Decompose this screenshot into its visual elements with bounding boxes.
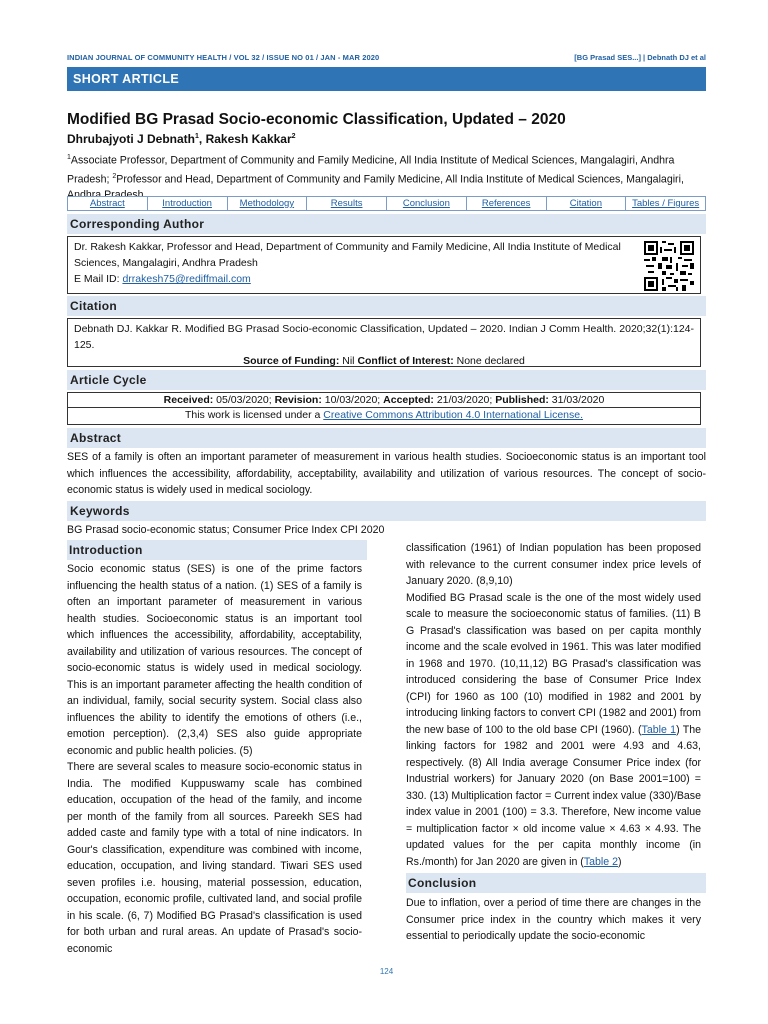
journal-header [67, 53, 706, 65]
funding-value: Nil [339, 355, 358, 367]
published-label: Published: [495, 394, 549, 406]
conclusion-heading: Conclusion [406, 873, 706, 893]
citation-heading: Citation [67, 296, 706, 316]
abstract-text: SES of a family is often an important parameter of measurement in various health studies. Socioeconomic status is an important tool which influences the accessibility, affordability, acceptability, availability and utilization of various resources. The concept of socio-economic status is widely used in medical sociology. [67, 451, 706, 496]
introduction-heading: Introduction [67, 540, 367, 560]
license-box [67, 408, 701, 425]
abstract-heading: Abstract [67, 428, 706, 448]
introduction-paragraph: There are several scales to measure socio-economic status in India. The modified Kuppuswamy scale has combined education, occupation of the head of the family, and income per month of the family from all sources. Pareekh SES had added caste and family type with a total of nine indicators. In Gour's classification, expenditure was combined with income, education, occupation, and living standard. Tiwari SES used seven profiles i.e. housing, material possession, education, occupation, economic profile, cultivated land, and social profile in his scale. (6, 7) Modified BG Prasad's classification is used for both urban and rural areas. An update of Prasad's socio-economic [67, 761, 362, 955]
nav-link-references[interactable]: References [467, 197, 547, 210]
introduction-column [67, 561, 362, 957]
author-separator: , [198, 132, 206, 146]
accepted-label: Accepted: [383, 394, 434, 406]
accepted-date: 21/03/2020; [433, 394, 496, 406]
affiliation-text: Professor and Head, Department of Community and Family Medicine, All India Institute of Medical Sciences, Mangalagiri, [116, 173, 684, 186]
introduction-paragraph: Socio economic status (SES) is one of the prime factors influencing the health status of a nation. (1) SES of a family is often an important parameter of measurement in various health studies. Socioeconomic status is an important tool which influences the accessibility, affordability, acceptability, availability and utilization of various resources. The concept of socio-economic status is widely used in medical sociology. This is an important parameter affecting the health condition of an individual, family, social security system. Social class also influences the ability to identify the emotions of others (i.e., emotion perception). (2,3,4) SES also guide appropriate economic and public health policies. (5) [67, 563, 362, 757]
author-name: Dhrubajyoti J Debnath [67, 132, 196, 146]
article-title: Modified BG Prasad Socio-economic Classification, Updated – 2020 [67, 111, 566, 128]
article-type-banner: SHORT ARTICLE [67, 67, 706, 91]
corresponding-author-text: Dr. Rakesh Kakkar, Professor and Head, Department of Community and Family Medicine, All India Institute of Medical Sciences, Mangalagiri, Andhra Pradesh [74, 241, 621, 269]
funding-line [74, 353, 694, 369]
coi-value: None declared [453, 355, 525, 367]
page-number: 124 [379, 967, 394, 976]
affiliation-sup: 2 [112, 173, 117, 181]
nav-link-introduction[interactable]: Introduction [148, 197, 228, 210]
citation-box [67, 318, 701, 367]
nav-link-methodology[interactable]: Methodology [228, 197, 308, 210]
revision-label: Revision: [274, 394, 322, 406]
body-paragraph [406, 590, 701, 871]
author-sup: 1 [195, 133, 199, 140]
table-1-link[interactable]: Table 1 [641, 723, 677, 736]
corresponding-author-box [67, 236, 701, 294]
body-text: ) [618, 855, 622, 868]
nav-link-tables-figures[interactable]: Tables / Figures [632, 198, 700, 209]
table-2-link[interactable]: Table 2 [583, 855, 618, 868]
section-nav [67, 196, 706, 211]
keywords-text: BG Prasad socio-economic status; Consumer Price Index CPI 2020 [67, 524, 385, 536]
license-text: This work is licensed under a [184, 409, 324, 421]
qr-code-icon [644, 241, 694, 291]
citation-text: Debnath DJ. Kakkar R. Modified BG Prasad Socio-economic Classification, Updated – 2020. Indian J Comm Health. 2020;32(1):124-125. [74, 323, 694, 351]
article-cycle-heading: Article Cycle [67, 370, 706, 390]
affiliation-text: Associate Professor, Department of Community and Family Medicine, All India Institute of Medical Sciences, Mangalagiri, Andhra Pradesh; [67, 154, 675, 186]
running-title: [BG Prasad SES...] | Debnath DJ et al [574, 53, 706, 62]
funding-label: Source of Funding: [243, 355, 340, 367]
license-line [74, 408, 694, 423]
body-text: ) The linking factors for 1982 and 2001 were 4.93 and 4.63, respectively. (8) All India average Consumer Price index (for Industrial workers) for January 2020 (on Base 2001=100) = 330. (13) Multiplication factor = Current index value (330)/Base index value in 2001 (100) = 3.3. Therefore, New income value = multiplication factor × old income value × 4.63 × 4.93. The updated values for the per capita monthly income (in Rs./month) for Jan 2020 are given in ( [406, 723, 701, 868]
nav-link-citation[interactable]: Citation [547, 197, 627, 210]
author-name: Rakesh Kakkar [205, 132, 292, 146]
body-text: Modified BG Prasad scale is the one of the most widely used scale to measure the socioeconomic status of families. (11) B G Prasad's classification was based on per capita monthly income and the scale evolved in 1961. This was later modified in 1968 and 1970. (10,11,12) BG Prasad's classification was introduced considering the base of Consumer Price Index (CPI) for 1960 as 100 (10) modified in 1982 and 2001 by introducing linking factors to convert CPI (1982 and 2001) from the new base of 100 to the old base CPI (1960). ( [406, 591, 701, 736]
received-date: 05/03/2020; [213, 394, 275, 406]
revision-date: 10/03/2020; [321, 394, 384, 406]
keywords-heading: Keywords [67, 501, 706, 521]
right-column [406, 540, 701, 870]
article-dates [74, 393, 694, 407]
nav-link-results[interactable]: Results [307, 197, 387, 210]
email-link[interactable]: drrakesh75@rediffmail.com [122, 273, 251, 285]
author-list [67, 132, 296, 146]
nav-link-conclusion[interactable]: Conclusion [387, 197, 467, 210]
affiliation-sup: 1 [67, 154, 71, 161]
email-line [74, 271, 628, 287]
email-label: E Mail ID: [74, 273, 123, 285]
author-sup: 2 [291, 133, 296, 140]
conclusion-text: Due to inflation, over a period of time there are changes in the Consumer price index in the country which makes it very essential to periodically update the socio-economic [406, 897, 701, 942]
published-date: 31/03/2020 [548, 394, 605, 406]
coi-label: Conflict of Interest: [357, 355, 454, 367]
license-link[interactable]: Creative Commons Attribution 4.0 International License. [323, 409, 584, 421]
journal-name: INDIAN JOURNAL OF COMMUNITY HEALTH / VOL 32 / ISSUE NO 01 / JAN - MAR 2020 [67, 53, 380, 62]
nav-link-abstract[interactable]: Abstract [68, 197, 148, 210]
article-dates-box [67, 392, 701, 408]
body-paragraph: classification (1961) of Indian population has been proposed with relevance to the current consumer index price levels of January 2020. (8,9,10) [406, 542, 701, 587]
received-label: Received: [163, 394, 214, 406]
corresponding-author-heading: Corresponding Author [67, 214, 706, 234]
